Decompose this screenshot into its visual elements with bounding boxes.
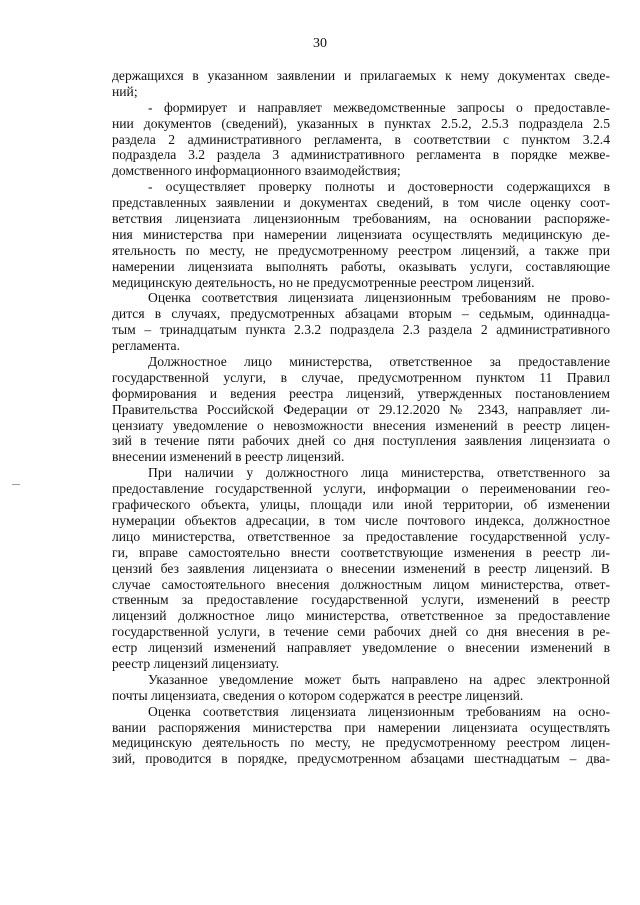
text-line: реестр лицензий лицензиату. [112,655,280,671]
text-line: держащихся в указанном заявлении и прилагаемых к нему документах сведе- [112,68,610,83]
text-line: дится в случаях, предусмотренных абзацами вторым – седьмым, одиннадца- [112,306,610,322]
text-line: Должностное лицо министерства, ответственное за предоставление [148,354,610,370]
text-line: ственным за предоставление государственной услуги, изменений в реестр [112,592,610,608]
text-line: нии документов (сведений), указанных в пунктах 2.5.2, 2.5.3 подраздела 2.5 [112,115,610,131]
text-line: цензий без заявления лицензиата о внесении изменений в реестр лицензий. В [112,560,610,576]
text-line: подраздела 3.2 раздела 3 административного регламента в порядке межве- [112,147,610,163]
text-line: Правительства Российской Федерации от 29.12.2020 № 2343, направляет ли- [112,401,610,417]
text-line: цензиату уведомление о невозможности внесения изменений в реестр лицен- [112,417,610,433]
text-line: Оценка соответствия лицензиата лицензионным требованиям не прово- [148,290,610,306]
text-line: естр лицензий изменений направляет уведомление о внесении изменений в [112,640,610,656]
margin-mark [12,484,20,485]
text-line: медицинскую деятельность по месту, не предусмотренному реестром лицен- [112,735,610,751]
text-line: медицинскую деятельность, но не предусмотренные реестром лицензий. [112,274,535,290]
text-line: представленных заявлении и документах сведений, в том числе оценку соот- [112,195,610,211]
text-line: ги, вправе самостоятельно внести соответствующие изменения в реестр ли- [112,544,610,560]
text-line: - осуществляет проверку полноты и достоверности содержащихся в [148,179,610,195]
text-line: государственной услуги, в случае, предусмотренном пунктом 11 Правил [112,369,610,385]
text-line: раздела 2 административного регламента, в соответствии с пунктом 3.2.4 [112,131,610,147]
text-line: регламента. [112,338,180,354]
text-line: случае самостоятельного внесения должностным лицом министерства, ответ- [112,576,610,592]
text-line: вании распоряжения министерства при намерении лицензиата осуществлять [112,719,610,735]
text-line: ний; [112,83,138,99]
page-number: 30 [313,36,327,51]
text-line: намерении лицензиата выполнять работы, оказывать услуги, составляющие [112,258,610,274]
text-line: зий в течение пяти рабочих дней со дня поступления заявления лицензиата о [112,433,610,449]
text-line: предоставление государственной услуги, информации о переименовании гео- [112,481,610,497]
text-line: внесении изменений в реестр лицензий. [112,449,345,465]
text-line: При наличии у должностного лица министерства, ответственного за [148,465,610,481]
text-line: лицензий должностное лицо министерства, ответственное за предоставление [112,608,610,624]
text-line: Оценка соответствия лицензиата лицензионным требованиям на осно- [148,703,610,719]
text-line: ятельность по месту, не предусмотренному реестром лицензий, а также при [112,242,610,258]
text-line: нумерации объектов адресации, в том числе почтового индекса, должностное [112,512,610,528]
text-line: тым – тринадцатым пункта 2.3.2 подраздела 2.3 раздела 2 административного [112,322,610,338]
text-line: графического объекта, улицы, площади или иной территории, об изменении [112,497,610,513]
body-text [112,68,610,767]
text-line: домственного информационного взаимодействия; [112,163,401,179]
text-line: формирования и ведения реестра лицензий, утвержденных постановлением [112,385,610,401]
text-line: государственной услуги, в течение семи рабочих дней со дня внесения в ре- [112,624,610,640]
text-line: - формирует и направляет межведомственные запросы о предоставле- [148,99,610,115]
text-line: почты лицензиата, сведения о котором содержатся в реестре лицензий. [112,687,524,703]
text-line: лицо министерства, ответственное за предоставление государственной услу- [112,528,610,544]
text-line: ния министерства при намерении лицензиата осуществлять медицинскую де- [112,226,610,242]
text-line: Указанное уведомление может быть направлено на адрес электронной [148,671,610,687]
text-line: зий, проводится в порядке, предусмотренном абзацами шестнадцатым – два- [112,751,610,767]
text-line: ветствия лицензиата лицензионным требованиям, на основании распоряже- [112,211,610,227]
